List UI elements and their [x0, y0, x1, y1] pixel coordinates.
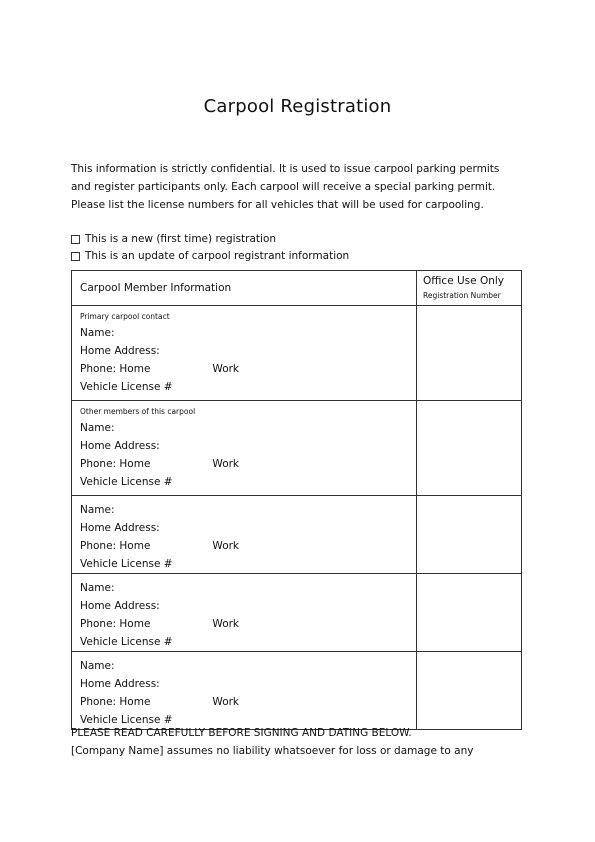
- address-field: Home Address:: [80, 440, 160, 452]
- notice-heading: PLEASE READ CAREFULLY BEFORE SIGNING AND DATING BELOW.: [71, 727, 412, 739]
- address-field: Home Address:: [80, 678, 160, 690]
- member-info-cell[interactable]: [72, 574, 417, 652]
- notice-text: [Company Name] assumes no liability whatsoever for loss or damage to any: [71, 745, 474, 757]
- phone-work-label: Work: [212, 696, 240, 708]
- new-registration-option[interactable]: [71, 231, 349, 248]
- phone-field: [80, 537, 408, 555]
- registration-number-label: Registration Number: [423, 291, 501, 300]
- member-info-cell[interactable]: [72, 306, 417, 401]
- table-row: [72, 496, 522, 574]
- member-info-cell[interactable]: [72, 652, 417, 730]
- phone-field: [80, 455, 408, 473]
- registration-table: [71, 270, 522, 730]
- header-office-use: [417, 271, 522, 306]
- phone-home-label: Phone: Home: [80, 363, 151, 375]
- table-header-row: [72, 271, 522, 306]
- page-title: Carpool Registration: [203, 96, 392, 117]
- address-field: Home Address:: [80, 345, 160, 357]
- phone-home-label: Phone: Home: [80, 696, 151, 708]
- name-field: Name:: [80, 422, 115, 434]
- phone-field: [80, 693, 408, 711]
- name-field: Name:: [80, 504, 115, 516]
- vehicle-license-field: Vehicle License #: [80, 381, 173, 393]
- member-info-cell[interactable]: [72, 401, 417, 496]
- new-registration-label: This is a new (first time) registration: [85, 233, 277, 245]
- phone-home-label: Phone: Home: [80, 458, 151, 470]
- intro-line: and register participants only. Each carpool will receive a special parking permit.: [71, 181, 496, 193]
- office-use-label: Office Use Only: [423, 275, 504, 287]
- liability-notice: [71, 724, 473, 760]
- phone-field: [80, 615, 408, 633]
- name-field: Name:: [80, 660, 115, 672]
- intro-paragraph: [71, 160, 521, 214]
- vehicle-license-field: Vehicle License #: [80, 558, 173, 570]
- phone-work-label: Work: [212, 458, 240, 470]
- registration-number-cell: [417, 652, 522, 730]
- name-field: Name:: [80, 327, 115, 339]
- phone-field: [80, 360, 408, 378]
- registration-number-cell: [417, 574, 522, 652]
- address-field: Home Address:: [80, 600, 160, 612]
- table-row: [72, 401, 522, 496]
- update-registration-checkbox[interactable]: [71, 252, 80, 261]
- table-row: [72, 574, 522, 652]
- phone-work-label: Work: [212, 540, 240, 552]
- registration-type-options: [71, 231, 349, 265]
- section-label: Other members of this carpool: [80, 407, 196, 416]
- vehicle-license-field: Vehicle License #: [80, 636, 173, 648]
- vehicle-license-field: Vehicle License #: [80, 476, 173, 488]
- table-row: [72, 306, 522, 401]
- phone-home-label: Phone: Home: [80, 540, 151, 552]
- member-info-cell[interactable]: [72, 496, 417, 574]
- address-field: Home Address:: [80, 522, 160, 534]
- update-registration-option[interactable]: [71, 248, 349, 265]
- intro-line: This information is strictly confidential. It is used to issue carpool parking permits: [71, 163, 500, 175]
- header-member-info: Carpool Member Information: [72, 271, 417, 306]
- table-row: [72, 652, 522, 730]
- registration-number-cell: [417, 306, 522, 401]
- name-field: Name:: [80, 582, 115, 594]
- phone-home-label: Phone: Home: [80, 618, 151, 630]
- registration-number-cell: [417, 401, 522, 496]
- intro-line: Please list the license numbers for all vehicles that will be used for carpooling.: [71, 199, 484, 211]
- update-registration-label: This is an update of carpool registrant information: [85, 250, 350, 262]
- phone-work-label: Work: [212, 363, 240, 375]
- section-label: Primary carpool contact: [80, 312, 170, 321]
- registration-number-cell: [417, 496, 522, 574]
- new-registration-checkbox[interactable]: [71, 235, 80, 244]
- vehicle-license-field: Vehicle License #: [80, 714, 173, 726]
- phone-work-label: Work: [212, 618, 240, 630]
